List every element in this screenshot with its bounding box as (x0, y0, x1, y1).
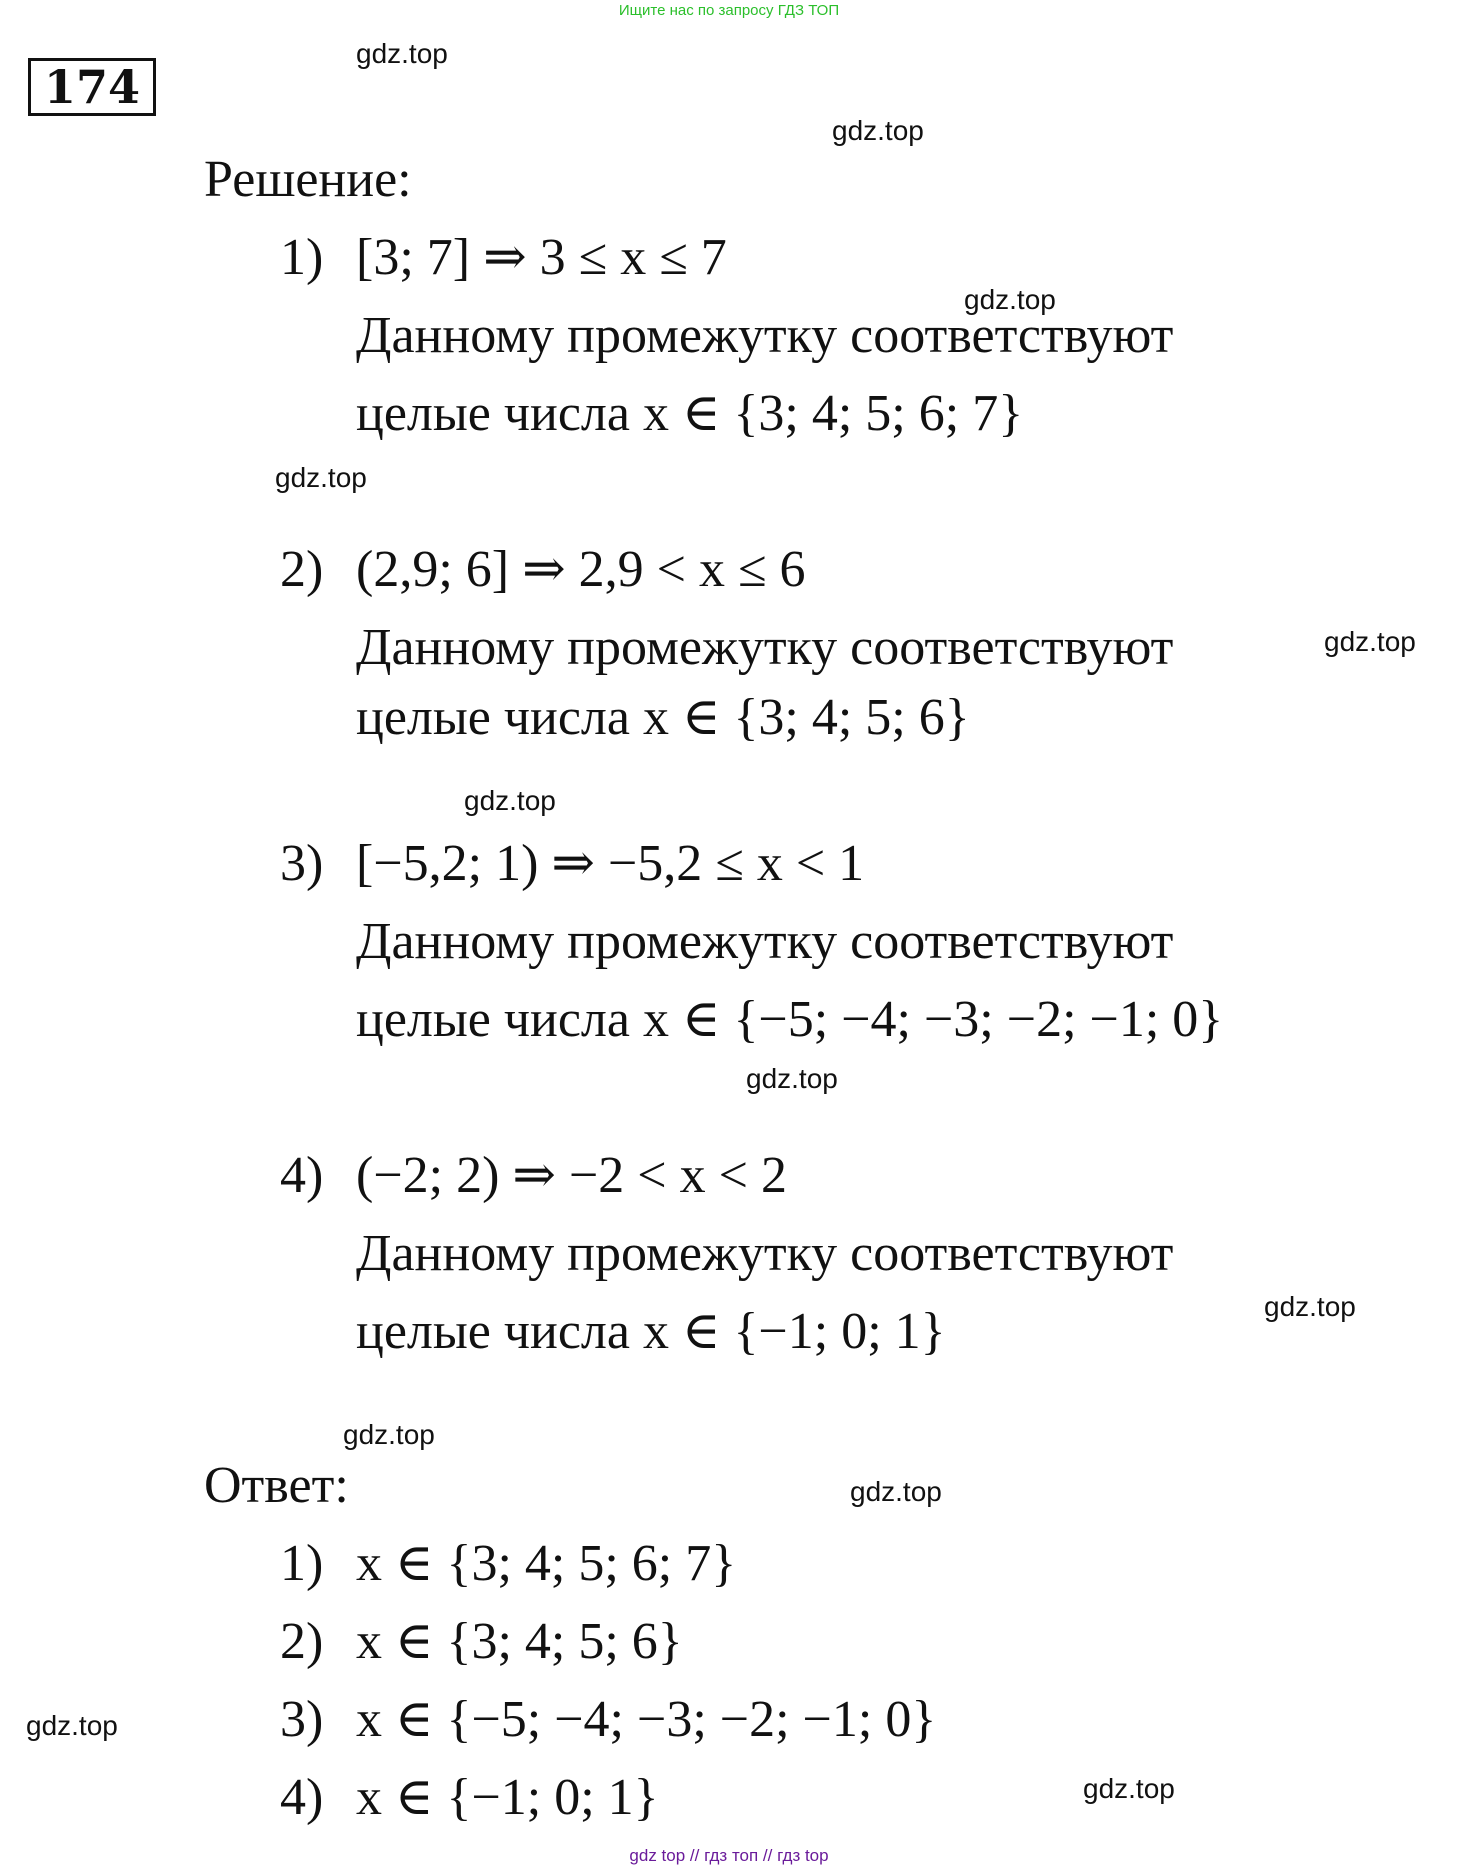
integer-set: целые числа x ∈ {3; 4; 5; 6} (356, 689, 970, 746)
task-number: 174 (28, 58, 156, 116)
answer-number: 3) (280, 1691, 324, 1748)
answer-set: x ∈ {−5; −4; −3; −2; −1; 0} (356, 1691, 937, 1748)
integer-set: целые числа x ∈ {−5; −4; −3; −2; −1; 0} (356, 991, 1224, 1048)
item-number: 1) (280, 229, 324, 286)
watermark: gdz.top (343, 1419, 435, 1450)
footer-links: gdz top // гдз топ // гдз top (629, 1846, 829, 1865)
explanation-text: Данному промежутку соответствуют (356, 1225, 1174, 1282)
explanation-text: Данному промежутку соответствуют (356, 619, 1174, 676)
item-number: 4) (280, 1147, 324, 1204)
interval-expression: (2,9; 6] ⇒ 2,9 < x ≤ 6 (356, 541, 806, 598)
answer-number: 2) (280, 1613, 324, 1670)
answer-number: 4) (280, 1769, 324, 1826)
explanation-text: Данному промежутку соответствуют (356, 307, 1174, 364)
watermark: gdz.top (1264, 1291, 1356, 1322)
interval-expression: [−5,2; 1) ⇒ −5,2 ≤ x < 1 (356, 835, 865, 892)
top-banner: Ищите нас по запросу ГДЗ ТОП (618, 2, 840, 19)
watermark: gdz.top (1083, 1773, 1175, 1804)
integer-set: целые числа x ∈ {−1; 0; 1} (356, 1303, 946, 1360)
watermark: gdz.top (832, 115, 924, 146)
watermark: gdz.top (850, 1476, 942, 1507)
interval-expression: [3; 7] ⇒ 3 ≤ x ≤ 7 (356, 229, 727, 286)
interval-expression: (−2; 2) ⇒ −2 < x < 2 (356, 1147, 787, 1204)
explanation-text: Данному промежутку соответствуют (356, 913, 1174, 970)
watermark: gdz.top (26, 1710, 118, 1741)
watermark: gdz.top (356, 38, 448, 69)
item-number: 2) (280, 541, 324, 598)
answer-number: 1) (280, 1535, 324, 1592)
watermark: gdz.top (746, 1063, 838, 1094)
answer-set: x ∈ {3; 4; 5; 6; 7} (356, 1535, 737, 1592)
watermark: gdz.top (964, 284, 1056, 315)
answer-heading: Ответ: (204, 1457, 349, 1514)
answer-set: x ∈ {−1; 0; 1} (356, 1769, 659, 1826)
solution-heading: Решение: (204, 151, 412, 208)
answer-set: x ∈ {3; 4; 5; 6} (356, 1613, 683, 1670)
item-number: 3) (280, 835, 324, 892)
watermark: gdz.top (464, 785, 556, 816)
watermark: gdz.top (1324, 626, 1416, 657)
watermark: gdz.top (275, 462, 367, 493)
integer-set: целые числа x ∈ {3; 4; 5; 6; 7} (356, 385, 1024, 442)
